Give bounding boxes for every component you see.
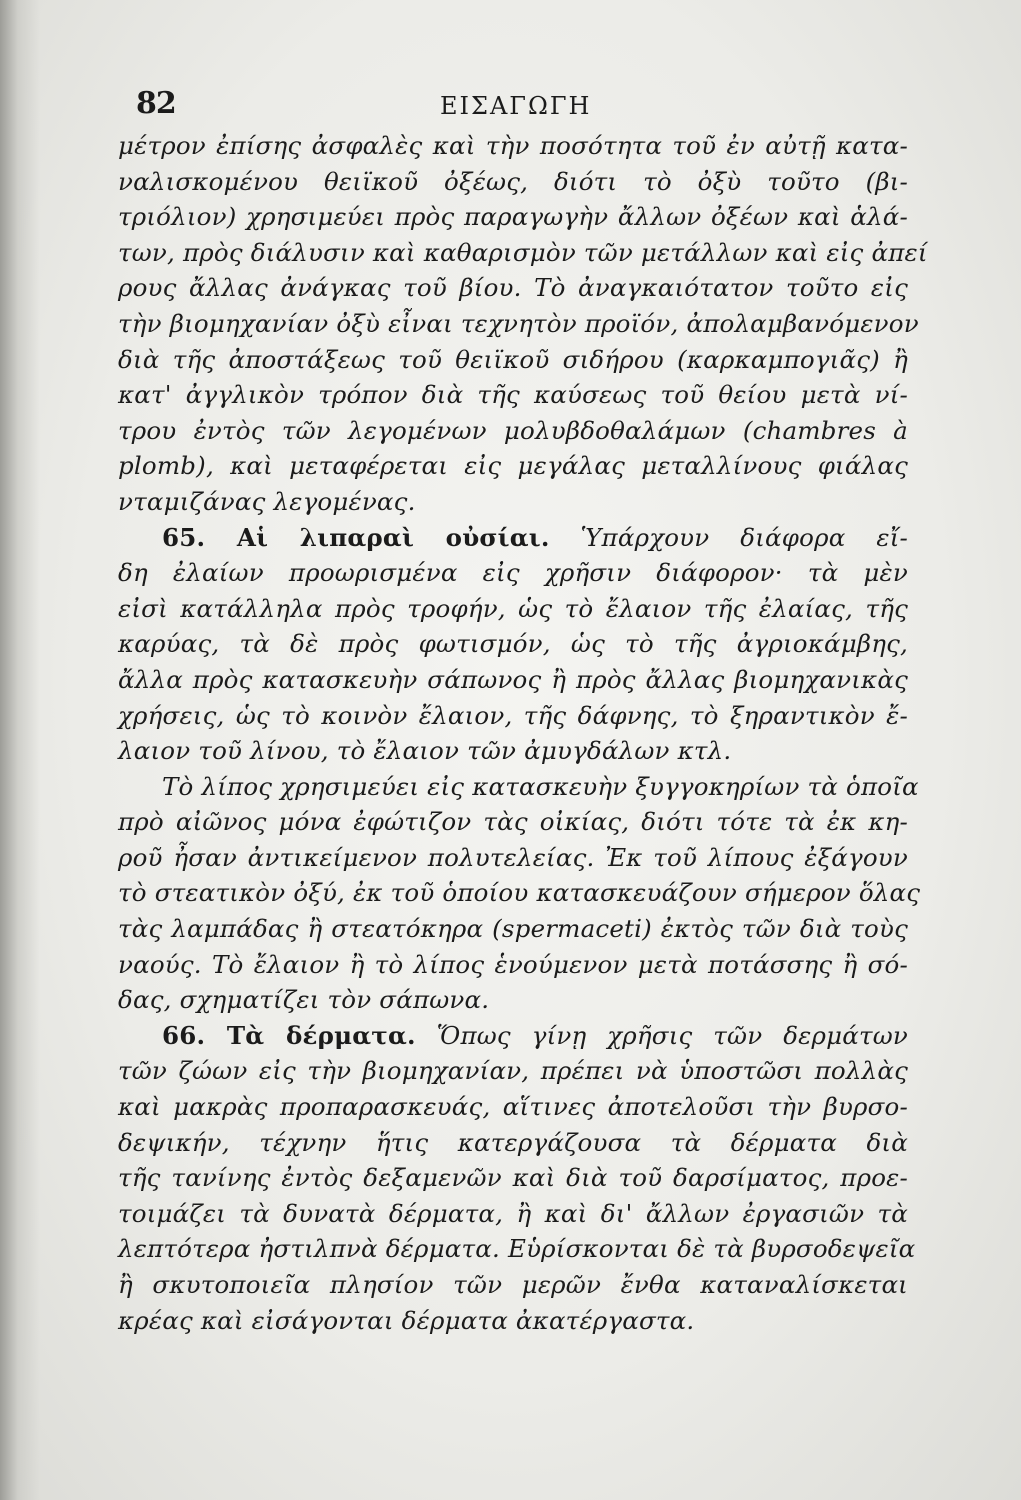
text-line: ἢ σκυτοποιεῖα πλησίον τῶν μερῶν ἔνθα καταναλίσκεται (118, 1270, 908, 1299)
section-66-heading: 66. Τὰ δέρματα. (162, 1020, 416, 1050)
text-line: ναλισκομένου θειϊκοῦ ὀξέως, διότι τὸ ὀξὺ τοῦτο (βι- (118, 166, 908, 196)
text-line: κατ' ἀγγλικὸν τρόπον διὰ τῆς καύσεως τοῦ θείου μετὰ νί- (118, 380, 908, 410)
section-65-lead-text: Ὑπάρχουν διάφορα εἴ- (580, 522, 908, 552)
page-number: 82 (136, 86, 176, 121)
text-line: λεπτότερα ἠστιλπνὰ δέρματα. Εὑρίσκονται δὲ τὰ βυρσοδεψεῖα (118, 1234, 916, 1264)
text-line: εἰσὶ κατάλληλα πρὸς τροφήν, ὡς τὸ ἔλαιον τῆς ἐλαίας, τῆς (118, 593, 908, 623)
page-edge-shadow (0, 0, 40, 1500)
text-line: των, πρὸς διάλυσιν καὶ καθαρισμὸν τῶν μετάλλων καὶ εἰς ἀπεί (118, 237, 928, 267)
text-line: τρου ἐντὸς τῶν λεγομένων μολυβδοθαλάμων (chambres à (118, 415, 908, 445)
text-line: τῆς τανίνης ἐντὸς δεξαμενῶν καὶ διὰ τοῦ δαρσίματος, προε- (118, 1163, 908, 1193)
text-line: διὰ τῆς ἀποστάξεως τοῦ θειϊκοῦ σιδήρου (καρκαμπογιᾶς) ἢ (118, 344, 908, 374)
text-line: καὶ μακρὰς προπαρασκευάς, αἵτινες ἀποτελοῦσι τὴν βυρσο- (118, 1092, 908, 1122)
text-line: καρύας, τὰ δὲ πρὸς φωτισμόν, ὡς τὸ τῆς ἀγριοκάμβης, (118, 629, 908, 659)
section-65-heading: 65. Αἱ λιπαραὶ οὐσίαι. (162, 522, 550, 552)
body-text (118, 128, 928, 1338)
section-66-first-line (118, 1018, 908, 1054)
text-line: κρέας καὶ εἰσάγονται δέρματα ἀκατέργαστα. (118, 1305, 695, 1335)
text-line: χρήσεις, ὡς τὸ κοινὸν ἔλαιον, τῆς δάφνης, τὸ ξηραντικὸν ἔ- (118, 700, 908, 730)
text-line: μέτρον ἐπίσης ἀσφαλὲς καὶ τὴν ποσότητα τοῦ ἐν αὐτῇ κατα- (118, 131, 908, 160)
text-line: τοιμάζει τὰ δυνατὰ δέρματα, ἢ καὶ δι' ἄλλων ἐργασιῶν τὰ (118, 1198, 908, 1228)
text-line: ἄλλα πρὸς κατασκευὴν σάπωνος ἢ πρὸς ἄλλας βιομηχανικὰς (118, 664, 908, 694)
text-line: λαιον τοῦ λίνου, τὸ ἔλαιον τῶν ἀμυγδάλων κτλ. (118, 736, 732, 766)
section-65-first-line (118, 520, 908, 556)
text-line: τῶν ζώων εἰς τὴν βιομηχανίαν, πρέπει νὰ ὑποστῶσι πολλὰς (118, 1056, 908, 1086)
text-line: ρους ἄλλας ἀνάγκας τοῦ βίου. Τὸ ἀναγκαιότατον τοῦτο εἰς (118, 273, 908, 303)
text-line: δη ἐλαίων προωρισμένα εἰς χρῆσιν διάφορον· τὰ μὲν (118, 558, 908, 588)
text-line: ροῦ ἦσαν ἀντικείμενον πολυτελείας. Ἐκ τοῦ λίπους ἐξάγουν (118, 842, 908, 872)
text-line: πρὸ αἰῶνος μόνα ἐφώτιζον τὰς οἰκίας, διότι τότε τὰ ἐκ κη- (118, 807, 908, 837)
text-line: νταμιζάνας λεγομένας. (118, 486, 416, 516)
section-66-lead-text: Ὅπως γίνῃ χρῆσις τῶν δερμάτων (436, 1020, 908, 1050)
text-line: Τὸ λίπος χρησιμεύει εἰς κατασκευὴν ξυγγοκηρίων τὰ ὁποῖα (162, 771, 919, 801)
text-line: δας, σχηματίζει τὸν σάπωνα. (118, 985, 490, 1015)
page-header (0, 86, 1021, 126)
running-head: ΕΙΣΑΓΩΓΗ (440, 92, 592, 120)
text-line: ναούς. Τὸ ἔλαιον ἢ τὸ λίπος ἑνούμενον μετὰ ποτάσσης ἢ σό- (118, 949, 908, 979)
text-line: τριόλιον) χρησιμεύει πρὸς παραγωγὴν ἄλλων ὀξέων καὶ ἁλά- (118, 202, 908, 232)
text-line: τὰς λαμπάδας ἢ στεατόκηρα (spermaceti) ἐκτὸς τῶν διὰ τοὺς (118, 914, 908, 944)
text-line: plomb), καὶ μεταφέρεται εἰς μεγάλας μεταλλίνους φιάλας (118, 451, 908, 481)
text-line: τὴν βιομηχανίαν ὀξὺ εἶναι τεχνητὸν προϊόν, ἀπολαμβανόμενον (118, 308, 919, 338)
text-line: τὸ στεατικὸν ὀξύ, ἐκ τοῦ ὁποίου κατασκευάζουν σήμερον ὅλας (118, 878, 921, 908)
text-line: δεψικήν, τέχνην ἥτις κατεργάζουσα τὰ δέρματα διὰ (118, 1127, 908, 1157)
